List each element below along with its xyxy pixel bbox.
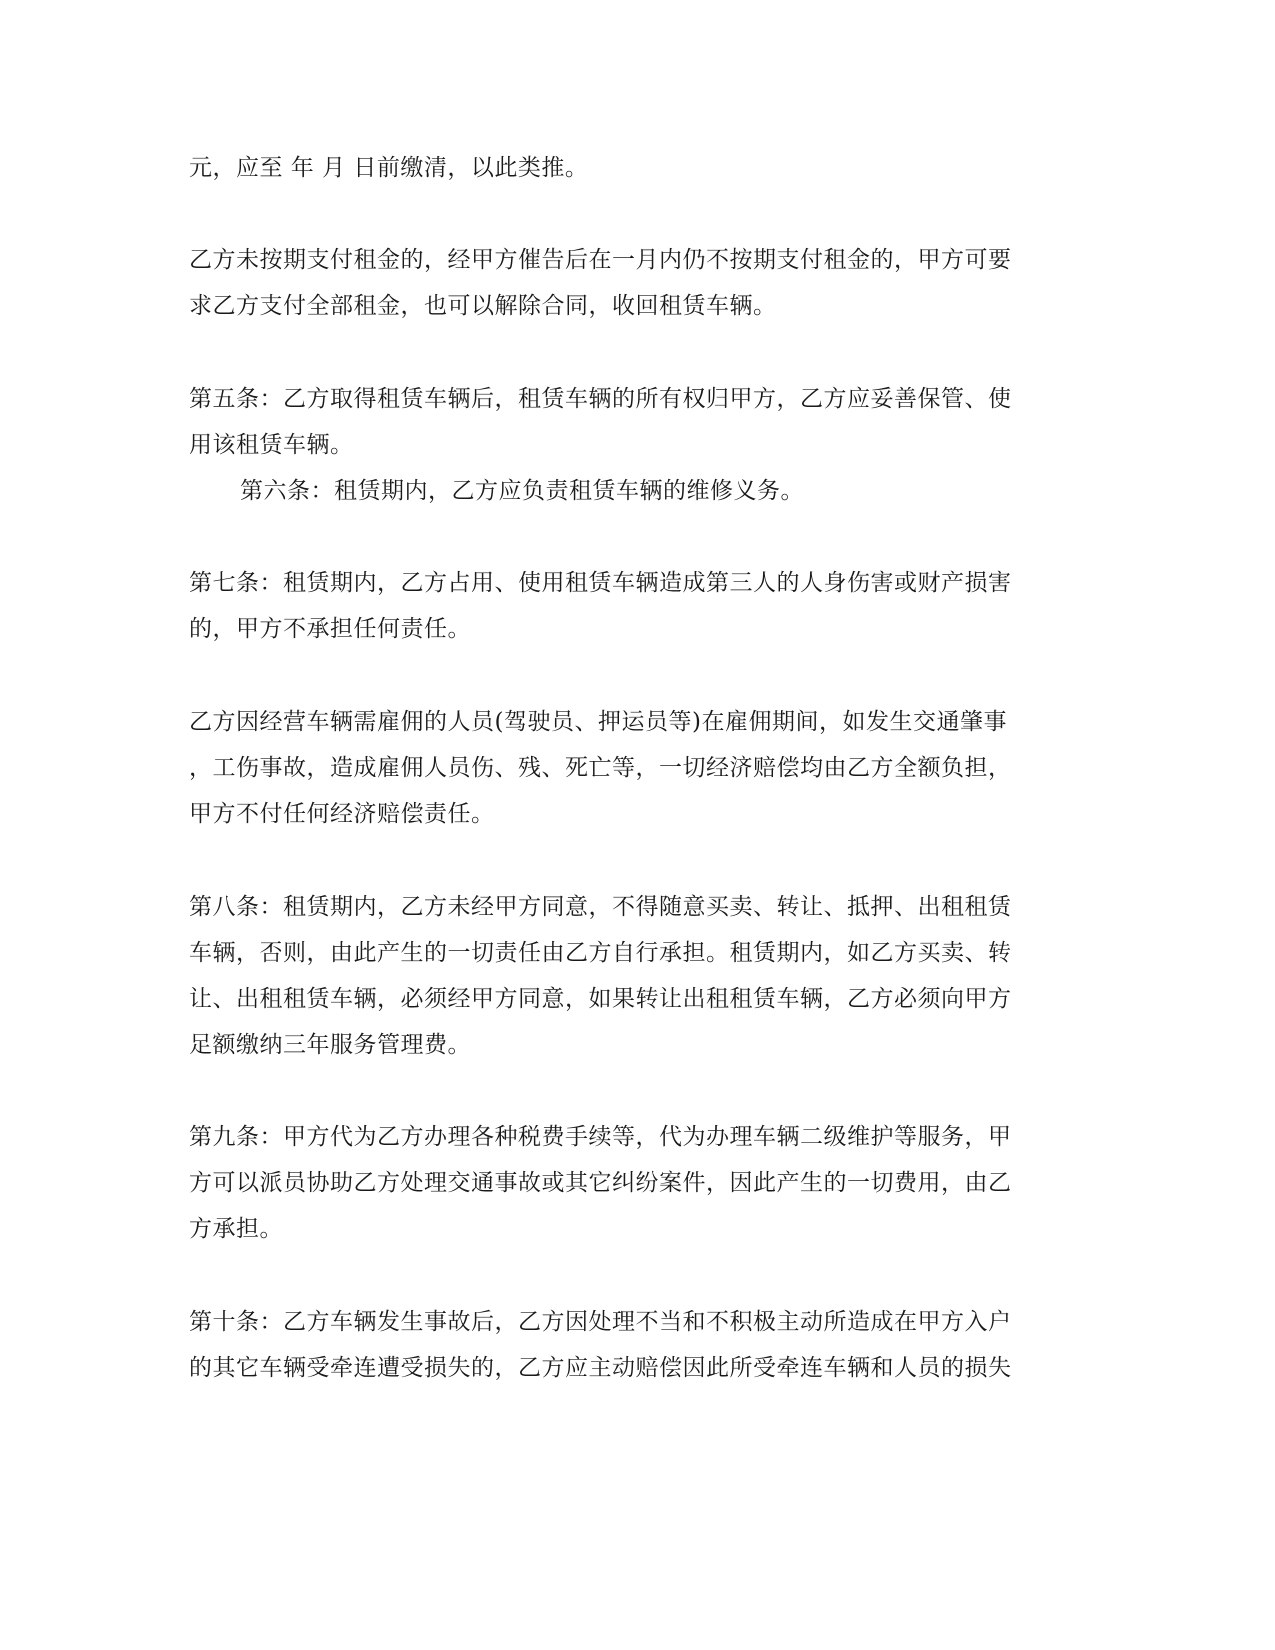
text-line: 乙方未按期支付租金的，经甲方催告后在一月内仍不按期支付租金的，甲方可要: [189, 247, 1012, 273]
text-line: 让、出租租赁车辆，必须经甲方同意，如果转让出租租赁车辆，乙方必须向甲方: [189, 986, 1012, 1012]
text-line: 车辆，否则，由此产生的一切责任由乙方自行承担。租赁期内，如乙方买卖、转: [189, 940, 1012, 966]
text-line: 的其它车辆受牵连遭受损失的，乙方应主动赔偿因此所受牵连车辆和人员的损失: [189, 1355, 1012, 1381]
text-line: 第八条：租赁期内，乙方未经甲方同意，不得随意买卖、转让、抵押、出租租赁: [189, 894, 1012, 920]
text-line: 第七条：租赁期内，乙方占用、使用租赁车辆造成第三人的人身伤害或财产损害: [189, 570, 1012, 596]
text-line: 第九条：甲方代为乙方办理各种税费手续等，代为办理车辆二级维护等服务，甲: [189, 1124, 1012, 1150]
text-line: 的，甲方不承担任何责任。: [189, 616, 471, 642]
text-line: 足额缴纳三年服务管理费。: [189, 1032, 471, 1058]
text-line: 乙方因经营车辆需雇佣的人员(驾驶员、押运员等)在雇佣期间，如发生交通肇事: [189, 709, 1007, 735]
text-line: 元，应至 年 月 日前缴清，以此类推。: [189, 155, 589, 181]
text-line: ，工伤事故，造成雇佣人员伤、残、死亡等，一切经济赔偿均由乙方全额负担，: [189, 755, 1012, 781]
text-line: 甲方不付任何经济赔偿责任。: [189, 801, 495, 827]
text-line: 第十条：乙方车辆发生事故后，乙方因处理不当和不积极主动所造成在甲方入户: [189, 1309, 1012, 1335]
text-line: 第五条：乙方取得租赁车辆后，租赁车辆的所有权归甲方，乙方应妥善保管、使: [189, 386, 1012, 412]
text-line: 用该租赁车辆。: [189, 432, 354, 458]
text-line: 方可以派员协助乙方处理交通事故或其它纠纷案件，因此产生的一切费用，由乙: [189, 1170, 1012, 1196]
text-line: 第六条：租赁期内，乙方应负责租赁车辆的维修义务。: [240, 478, 804, 504]
text-line: 方承担。: [189, 1216, 283, 1242]
text-line: 求乙方支付全部租金，也可以解除合同，收回租赁车辆。: [189, 293, 777, 319]
